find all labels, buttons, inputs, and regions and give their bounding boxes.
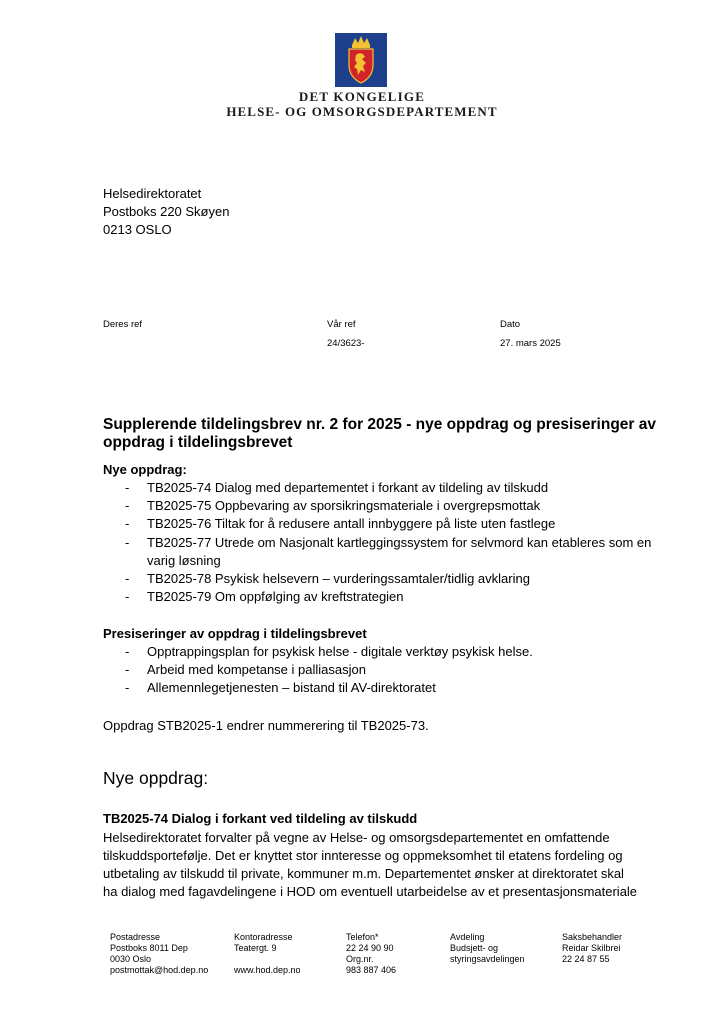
recipient-street: Postboks 220 Skøyen xyxy=(103,204,230,219)
coat-of-arms-logo xyxy=(335,33,387,87)
tb74-body xyxy=(103,829,673,901)
footer-postadresse-label: Postadresse xyxy=(110,932,161,942)
tb74-line: Helsedirektoratet forvalter på vegne av Helse- og omsorgsdepartementet en omfattende xyxy=(103,830,610,845)
footer-website: www.hod.dep.no xyxy=(234,965,301,975)
nye-oppdrag-heading: Nye oppdrag: xyxy=(103,462,187,477)
list-item: - TB2025-78 Psykisk helsevern – vurderingssamtaler/tidlig avklaring xyxy=(103,570,658,588)
recipient-name: Helsedirektoratet xyxy=(103,186,202,201)
renumber-note: Oppdrag STB2025-1 endrer nummerering til TB2025-73. xyxy=(103,718,429,733)
footer-orgnr-label: Org.nr. xyxy=(346,954,374,964)
var-ref-value: 24/3623- xyxy=(327,338,365,349)
presiseringer-list xyxy=(103,643,683,698)
list-item: - TB2025-77 Utrede om Nasjonalt kartleggingssystem for selvmord kan etableres som en varig løsning xyxy=(103,534,658,570)
letter-title: Supplerende tildelingsbrev nr. 2 for 2025 - nye oppdrag og presiseringer av oppdrag i tildelingsbrevet xyxy=(103,416,656,451)
deres-ref-label: Deres ref xyxy=(103,319,143,330)
var-ref-label: Vår ref xyxy=(327,319,356,330)
list-item: - TB2025-79 Om oppfølging av kreftstrategien xyxy=(103,588,658,606)
footer-saksbehandler-phone: 22 24 87 55 xyxy=(562,954,610,964)
dato-value: 27. mars 2025 xyxy=(500,338,561,349)
footer-saksbehandler-label: Saksbehandler xyxy=(562,932,623,942)
footer-saksbehandler-name: Reidar Skilbrei xyxy=(562,943,621,953)
list-item: - TB2025-75 Oppbevaring av sporsikringsmateriale i overgrepsmottak xyxy=(103,497,658,515)
footer-kontoradresse-label: Kontoradresse xyxy=(234,932,293,942)
list-item: - TB2025-76 Tiltak for å redusere antall innbyggere på liste uten fastlege xyxy=(103,515,658,533)
recipient-address xyxy=(103,185,229,239)
footer-kontoradresse-street: Teatergt. 9 xyxy=(234,943,277,953)
footer-orgnr-value: 983 887 406 xyxy=(346,965,397,975)
list-item: - TB2025-74 Dialog med departementet i forkant av tildeling av tilskudd xyxy=(103,479,658,497)
tb74-line: tilskuddsportefølje. Det er knyttet stor innteresse og oppmeksomhet til etatens fordeling og xyxy=(103,848,623,863)
footer-avdeling-label: Avdeling xyxy=(450,932,485,942)
dato-label: Dato xyxy=(500,319,521,330)
footer-telefon xyxy=(346,932,396,976)
list-item: - Opptrappingsplan for psykisk helse - digitale verktøy psykisk helse. xyxy=(103,643,683,661)
footer-kontoradresse xyxy=(234,932,301,976)
ministry-name-line1: DET KONGELIGE xyxy=(298,89,426,104)
list-item: - Allemennlegetjenesten – bistand til AV-direktoratet xyxy=(103,679,683,697)
footer-avdeling-line2: styringsavdelingen xyxy=(450,954,525,964)
footer-postadresse-city: 0030 Oslo xyxy=(110,954,152,964)
ministry-name-line2: HELSE- OG OMSORGSDEPARTEMENT xyxy=(226,104,498,119)
footer-postadresse xyxy=(110,932,208,976)
footer-telefon-label: Telefon* xyxy=(346,932,379,942)
tb74-line: utbetaling av tilskudd til private, kommuner m.m. Departementet ønsker at direktoratet skal xyxy=(103,866,624,881)
presiseringer-heading: Presiseringer av oppdrag i tildelingsbrevet xyxy=(103,626,367,641)
footer-postadresse-box: Postboks 8011 Dep xyxy=(110,943,188,953)
footer-avdeling-line1: Budsjett- og xyxy=(450,943,499,953)
section-heading: Nye oppdrag: xyxy=(103,768,209,788)
tb74-line: ha dialog med fagavdelingene i HOD om eventuell utarbeidelse av et presentasjonsmateriale xyxy=(103,884,638,899)
list-item: - Arbeid med kompetanse i palliasasjon xyxy=(103,661,683,679)
footer-saksbehandler xyxy=(562,932,622,965)
footer-kontoradresse-blank xyxy=(234,954,301,965)
nye-oppdrag-list xyxy=(103,479,658,606)
tb74-heading: TB2025-74 Dialog i forkant ved tildeling av tilskudd xyxy=(103,811,418,826)
footer-avdeling xyxy=(450,932,525,965)
recipient-postal: 0213 OSLO xyxy=(103,222,172,237)
footer-email: postmottak@hod.dep.no xyxy=(110,965,209,975)
footer-telefon-number: 22 24 90 90 xyxy=(346,943,394,953)
